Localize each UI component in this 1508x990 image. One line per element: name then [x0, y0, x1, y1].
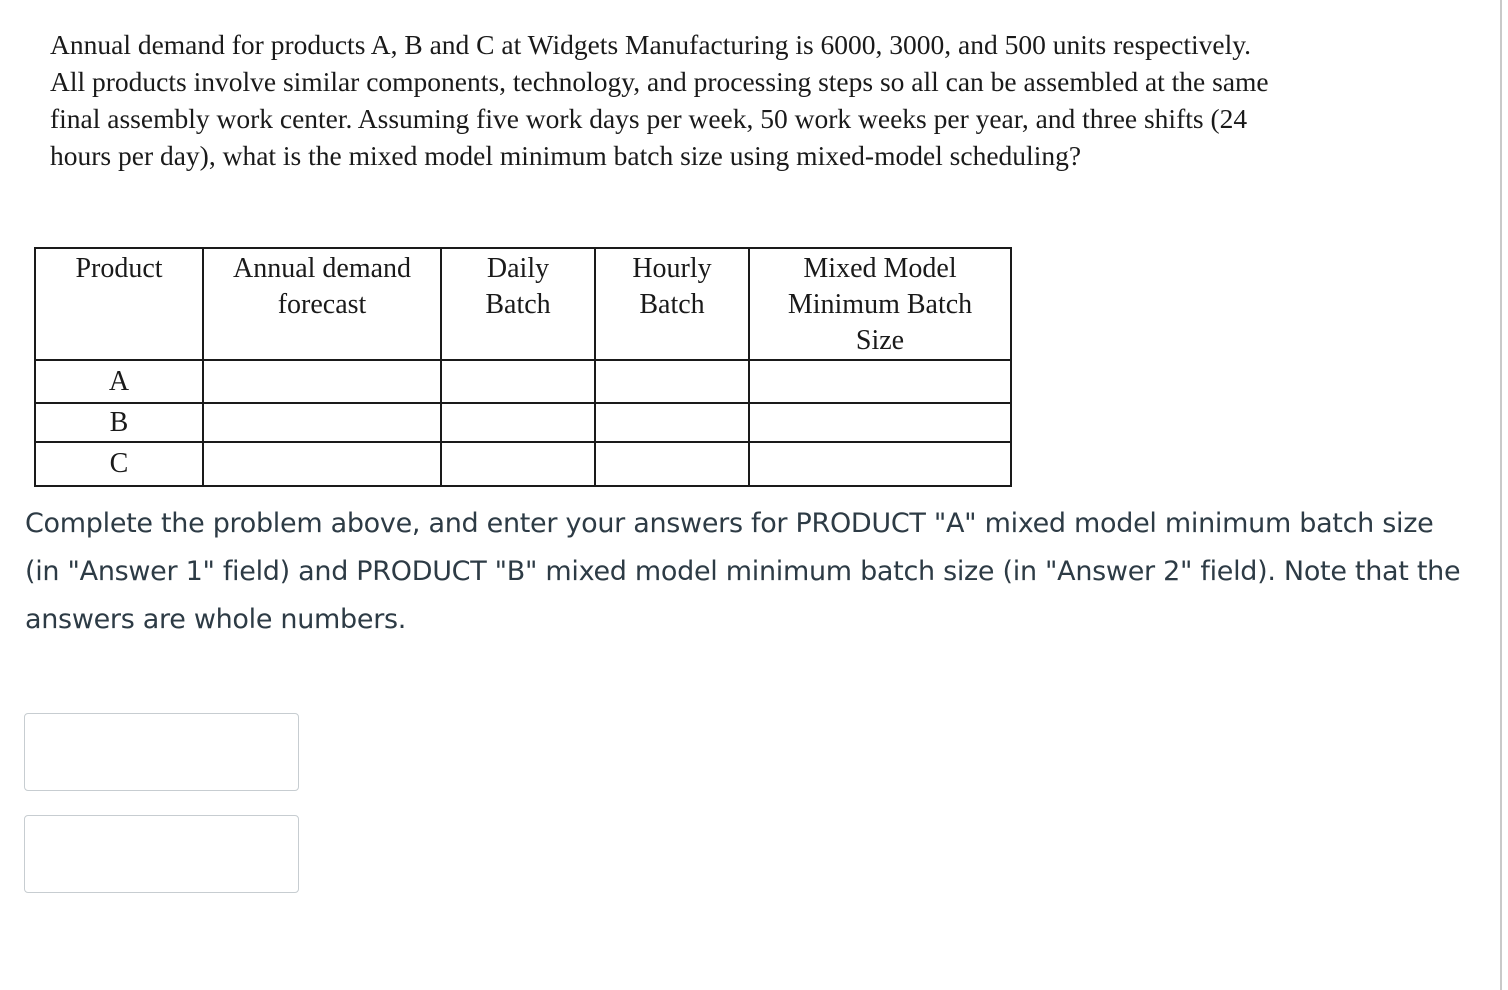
header-product-label: Product [75, 253, 163, 284]
page-right-border [1500, 0, 1502, 990]
table-row-product-b [35, 403, 1011, 442]
header-mixed-model [749, 248, 1011, 360]
header-annual-demand [203, 248, 441, 360]
cell-annual-demand [203, 403, 441, 442]
cell-mixed-model [749, 403, 1011, 442]
answer-1-input[interactable] [24, 713, 299, 791]
table-header-row [35, 248, 1011, 360]
cell-mixed-model [749, 442, 1011, 486]
header-hourly-line1: Hourly [632, 253, 712, 284]
header-hourly-line2: Batch [639, 289, 705, 320]
cell-annual-demand [203, 442, 441, 486]
cell-product: B [35, 403, 203, 442]
cell-annual-demand [203, 360, 441, 403]
batch-size-table [34, 247, 1012, 487]
header-annual-demand-line1: Annual demand [232, 253, 412, 284]
header-mixed-line3: Size [855, 325, 905, 356]
cell-hourly-batch [595, 360, 749, 403]
cell-product: A [35, 360, 203, 403]
answer-instructions: Complete the problem above, and enter your answers for PRODUCT "A" mixed model minimum batch size (in "Answer 1" field) and PRODUCT "B" mixed model minimum batch size (in "Answer 2" field). Note that the answers are whole numbers. [25, 508, 1461, 635]
cell-hourly-batch [595, 442, 749, 486]
cell-hourly-batch [595, 403, 749, 442]
header-daily-line2: Batch [485, 289, 551, 320]
header-daily-batch [441, 248, 595, 360]
cell-daily-batch [441, 403, 595, 442]
header-daily-line1: Daily [486, 253, 550, 284]
problem-statement: Annual demand for products A, B and C at Widgets Manufacturing is 6000, 3000, and 500 units respectively. All products involve similar components, technology, and processing steps so all can be assembled at the same final assembly work center. Assuming five work days per week, 50 work weeks per year, and three shifts (24 hours per day), what is the mixed model minimum batch size using mixed-model scheduling? [50, 29, 1269, 171]
cell-daily-batch [441, 442, 595, 486]
cell-mixed-model [749, 360, 1011, 403]
header-mixed-line2: Minimum Batch [787, 289, 973, 320]
header-product [35, 248, 203, 360]
header-mixed-line1: Mixed Model [803, 253, 957, 284]
cell-daily-batch [441, 360, 595, 403]
answer-2-input[interactable] [24, 815, 299, 893]
header-hourly-batch [595, 248, 749, 360]
table-row-product-c [35, 442, 1011, 486]
table-row-product-a [35, 360, 1011, 403]
header-annual-demand-line2: forecast [277, 289, 367, 320]
cell-product: C [35, 442, 203, 486]
